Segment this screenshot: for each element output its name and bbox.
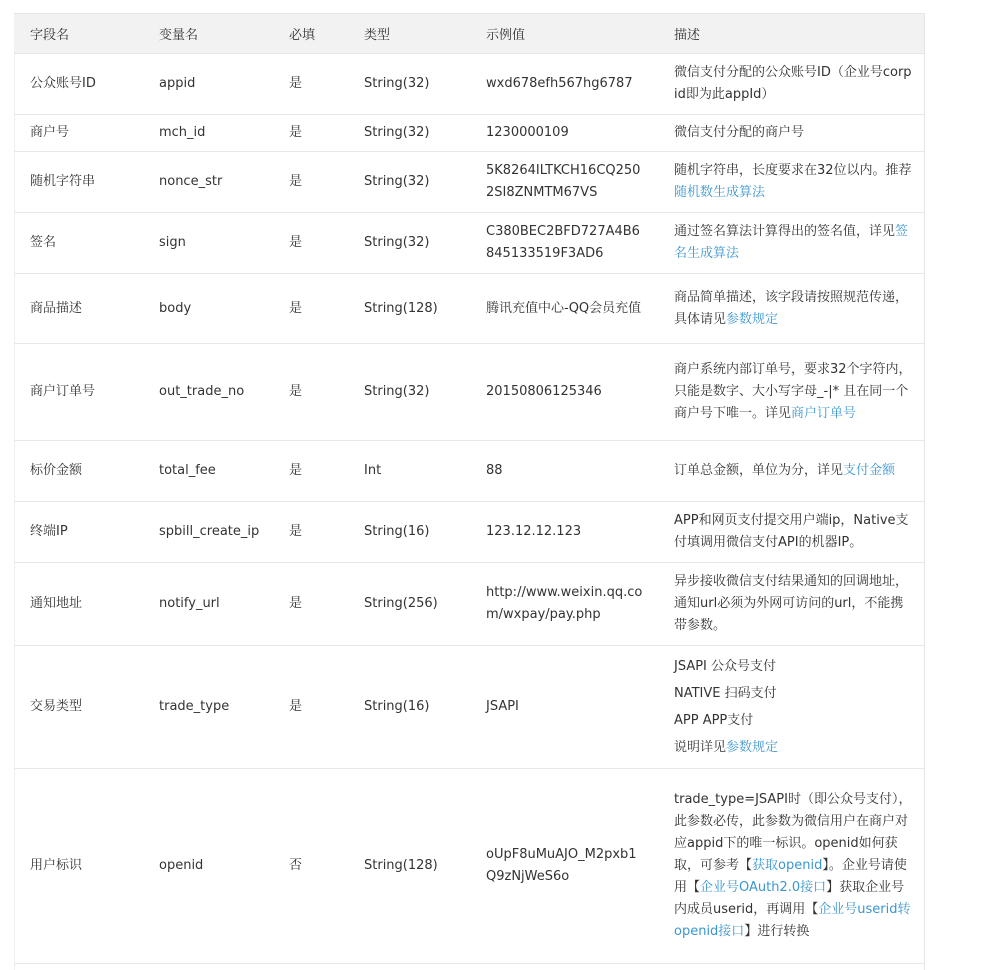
required-cell: 是 <box>273 115 348 152</box>
required-cell: 是 <box>273 274 348 344</box>
description-cell <box>658 502 924 563</box>
description-text: 订单总金额，单位为分，详见 <box>674 463 844 478</box>
required-cell: 否 <box>273 769 348 964</box>
variable-name-cell: total_fee <box>143 441 273 502</box>
type-cell: String(32) <box>348 115 470 152</box>
description-text: 说明详见 <box>674 740 727 755</box>
example-value-cell: 88 <box>470 441 658 502</box>
description-text: APP和网页支付提交用户端ip，Native支付填调用微信支付API的机器IP。 <box>674 513 909 550</box>
header-field-name: 字段名 <box>14 14 143 54</box>
field-name-cell: 标价金额 <box>14 441 143 502</box>
description-text: 随机字符串，长度要求在32位以内。推荐 <box>674 163 912 178</box>
doc-link[interactable]: 参数规定 <box>726 311 779 327</box>
required-cell: 是 <box>273 563 348 646</box>
description-text: 】获取企业号内成员userid，再调用【 <box>674 880 905 917</box>
description-text: 异步接收微信支付结果通知的回调地址，通知url必须为外网可访问的url，不能携带参数。 <box>674 574 909 633</box>
table-header-row <box>14 14 924 54</box>
description-cell <box>658 213 924 274</box>
doc-link[interactable]: 获取openid <box>752 858 823 873</box>
header-variable-name: 变量名 <box>143 14 273 54</box>
description-text: NATIVE 扫码支付 <box>674 686 777 701</box>
doc-link[interactable]: 签名生成算法 <box>674 224 909 261</box>
variable-name-cell: sign <box>143 213 273 274</box>
description-line <box>674 707 912 734</box>
field-name-cell: 终端IP <box>14 502 143 563</box>
variable-name-cell: body <box>143 274 273 344</box>
example-value-cell: oUpF8uMuAJO_M2pxb1Q9zNjWeS6o <box>470 769 658 964</box>
field-name-cell: 交易类型 <box>14 646 143 769</box>
variable-name-cell: notify_url <box>143 563 273 646</box>
table-row <box>14 115 924 152</box>
example-value-cell: JSAPI <box>470 646 658 769</box>
field-name-cell: 公众账号ID <box>14 54 143 115</box>
doc-link[interactable]: 商户订单号 <box>791 406 857 421</box>
table-row <box>14 563 924 646</box>
table-right-border <box>924 13 925 970</box>
description-line <box>674 680 912 707</box>
example-value-cell: 1230000109 <box>470 115 658 152</box>
header-type: 类型 <box>348 14 470 54</box>
type-cell: String(32) <box>348 54 470 115</box>
field-name-cell: 通知地址 <box>14 563 143 646</box>
table-row <box>14 54 924 115</box>
field-name-cell: 商户号 <box>14 115 143 152</box>
header-required: 必填 <box>273 14 348 54</box>
table-row <box>14 152 924 213</box>
variable-name-cell: spbill_create_ip <box>143 502 273 563</box>
description-text: 】进行转换 <box>744 924 810 939</box>
type-cell: String(128) <box>348 769 470 964</box>
description-text: 商品简单描述，该字段请按照规范传递，具体请见 <box>674 289 909 327</box>
doc-link[interactable]: 参数规定 <box>726 740 779 755</box>
example-value-cell: http://www.weixin.qq.com/wxpay/pay.php <box>470 563 658 646</box>
description-line <box>674 653 912 680</box>
field-name-cell: 商户订单号 <box>14 344 143 441</box>
description-cell <box>658 54 924 115</box>
field-name-cell: 用户标识 <box>14 769 143 964</box>
field-name-cell: 商品描述 <box>14 274 143 344</box>
description-cell <box>658 441 924 502</box>
description-text: APP APP支付 <box>674 713 754 728</box>
table-row <box>14 646 924 769</box>
description-cell <box>658 274 924 344</box>
description-cell <box>658 646 924 769</box>
type-cell: String(32) <box>348 344 470 441</box>
table-row <box>14 441 924 502</box>
doc-link[interactable]: 企业号userid转openid接口 <box>674 902 911 939</box>
table-body <box>14 54 924 964</box>
type-cell: Int <box>348 441 470 502</box>
parameter-table <box>14 13 924 964</box>
type-cell: String(32) <box>348 152 470 213</box>
description-text: JSAPI 公众号支付 <box>674 659 777 674</box>
variable-name-cell: openid <box>143 769 273 964</box>
required-cell: 是 <box>273 213 348 274</box>
table-row <box>14 502 924 563</box>
type-cell: String(16) <box>348 646 470 769</box>
required-cell: 是 <box>273 646 348 769</box>
example-value-cell: 20150806125346 <box>470 344 658 441</box>
example-value-cell: wxd678efh567hg6787 <box>470 54 658 115</box>
description-cell <box>658 152 924 213</box>
variable-name-cell: mch_id <box>143 115 273 152</box>
description-line <box>674 734 912 761</box>
type-cell: String(128) <box>348 274 470 344</box>
variable-name-cell: appid <box>143 54 273 115</box>
required-cell: 是 <box>273 502 348 563</box>
doc-link[interactable]: 企业号OAuth2.0接口 <box>700 880 827 895</box>
description-text: 微信支付分配的商户号 <box>674 125 805 140</box>
example-value-cell: 123.12.12.123 <box>470 502 658 563</box>
table-row <box>14 213 924 274</box>
required-cell: 是 <box>273 152 348 213</box>
field-name-cell: 签名 <box>14 213 143 274</box>
description-cell <box>658 344 924 441</box>
description-cell <box>658 115 924 152</box>
description-text: 微信支付分配的公众账号ID（企业号corpid即为此appId） <box>674 65 912 102</box>
variable-name-cell: out_trade_no <box>143 344 273 441</box>
table-row <box>14 344 924 441</box>
required-cell: 是 <box>273 344 348 441</box>
type-cell: String(16) <box>348 502 470 563</box>
doc-link[interactable]: 支付金额 <box>843 463 896 478</box>
table-row <box>14 274 924 344</box>
required-cell: 是 <box>273 54 348 115</box>
example-value-cell: 腾讯充值中心-QQ会员充值 <box>470 274 658 344</box>
doc-link[interactable]: 随机数生成算法 <box>674 185 766 200</box>
table-row <box>14 769 924 964</box>
description-cell <box>658 769 924 964</box>
description-text: 商户系统内部订单号，要求32个字符内，只能是数字、大小写字母_-|* 且在同一个商户号下唯一。详见 <box>674 362 912 421</box>
variable-name-cell: trade_type <box>143 646 273 769</box>
header-description: 描述 <box>658 14 924 54</box>
description-cell <box>658 563 924 646</box>
required-cell: 是 <box>273 441 348 502</box>
description-text: 通过签名算法计算得出的签名值，详见 <box>674 224 896 239</box>
description-text: trade_type=JSAPI时（即公众号支付），此参数必传，此参数为微信用户在商户对应appid下的唯一标识。openid如何获取，可参考【 <box>674 792 912 873</box>
type-cell: String(256) <box>348 563 470 646</box>
variable-name-cell: nonce_str <box>143 152 273 213</box>
example-value-cell: 5K8264ILTKCH16CQ2502SI8ZNMTM67VS <box>470 152 658 213</box>
description-text: 】。企业号请使用【 <box>674 858 907 895</box>
header-example: 示例值 <box>470 14 658 54</box>
field-name-cell: 随机字符串 <box>14 152 143 213</box>
type-cell: String(32) <box>348 213 470 274</box>
example-value-cell: C380BEC2BFD727A4B6845133519F3AD6 <box>470 213 658 274</box>
